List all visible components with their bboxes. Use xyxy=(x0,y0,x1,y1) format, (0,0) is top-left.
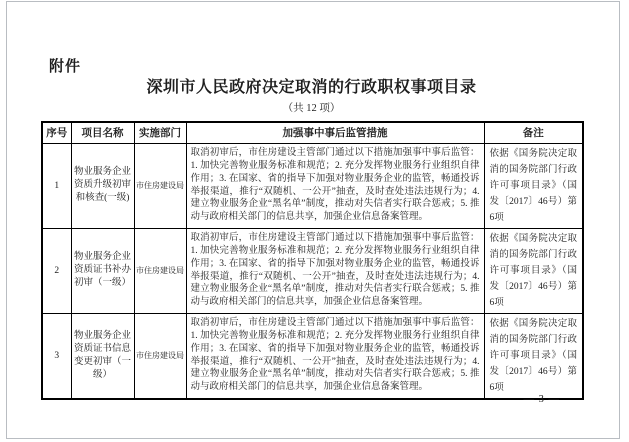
row-number-cell: 3 xyxy=(42,313,71,399)
department-cell: 市住房建设局 xyxy=(134,143,186,228)
remark-cell: 依据《国务院决定取消的国务院部门行政许可事项目录》（国发〔2017〕46号）第6项 xyxy=(484,228,583,313)
department-cell: 市住房建设局 xyxy=(134,313,186,399)
project-name-cell: 物业服务企业资质证书补办初审（一级） xyxy=(71,228,134,313)
items-table xyxy=(41,121,584,400)
measures-cell: 取消初审后，市住房建设主管部门通过以下措施加强事中事后监管：1. 加快完善物业服务标准和规范；2. 充分发挥物业服务行业组织自律作用；3. 在国家、省的指导下加强对物业服务企业的监管，畅通投诉举报渠道，推行“双随机、一公开”抽查，及时查处违法违规行为；4. 建立物业服务企业“黑名单”制度，推动对失信者实行联合惩戒；5. 推动与政府相关部门的信息共享，加强企业信息备案管理。 xyxy=(186,228,484,313)
table-row xyxy=(42,228,583,313)
remark-cell: 依据《国务院决定取消的国务院部门行政许可事项目录》（国发〔2017〕46号）第6项 xyxy=(484,313,583,399)
column-header-no: 序号 xyxy=(42,122,71,143)
row-number-cell: 2 xyxy=(42,228,71,313)
project-name-cell: 物业服务企业资质证书信息变更初审（一级） xyxy=(71,313,134,399)
page-title: 深圳市人民政府决定取消的行政职权事项目录 xyxy=(146,79,477,96)
department-cell: 市住房建设局 xyxy=(134,228,186,313)
column-header-name: 项目名称 xyxy=(71,122,134,143)
table-header-row xyxy=(42,122,583,143)
measures-cell: 取消初审后，市住房建设主管部门通过以下措施加强事中事后监管：1. 加快完善物业服务标准和规范；2. 充分发挥物业服务行业组织自律作用；3. 在国家、省的指导下加强对物业服务企业的监管，畅通投诉举报渠道，推行“双随机、一公开”抽查，及时查处违法违规行为；4. 建立物业服务企业“黑名单”制度，推动对失信者实行联合惩戒；5. 推动与政府相关部门的信息共享，加强企业信息备案管理。 xyxy=(186,313,484,399)
project-name-cell: 物业服务企业资质升级初审和核查(一级) xyxy=(71,143,134,228)
column-header-dept: 实施部门 xyxy=(134,122,186,143)
column-header-remark: 备注 xyxy=(484,122,583,143)
attachment-label: 附件 xyxy=(49,59,82,75)
table-row xyxy=(42,313,583,399)
table-row xyxy=(42,143,583,228)
column-header-measures: 加强事中事后监管措施 xyxy=(186,122,484,143)
page-number: — 3 — xyxy=(523,394,560,405)
measures-cell: 取消初审后，市住房建设主管部门通过以下措施加强事中事后监管：1. 加快完善物业服务标准和规范；2. 充分发挥物业服务行业组织自律作用；3. 在国家、省的指导下加强对物业服务企业的监管，畅通投诉举报渠道，推行“双随机、一公开”抽查，及时查处违法违规行为；4. 建立物业服务企业“黑名单”制度，推动对失信者实行联合惩戒；5. 推动与政府相关部门的信息共享，加强企业信息备案管理。 xyxy=(186,143,484,228)
remark-cell: 依据《国务院决定取消的国务院部门行政许可事项目录》（国发〔2017〕46号）第6项 xyxy=(484,143,583,228)
page-subtitle: （共 12 项） xyxy=(282,103,341,114)
row-number-cell: 1 xyxy=(42,143,71,228)
